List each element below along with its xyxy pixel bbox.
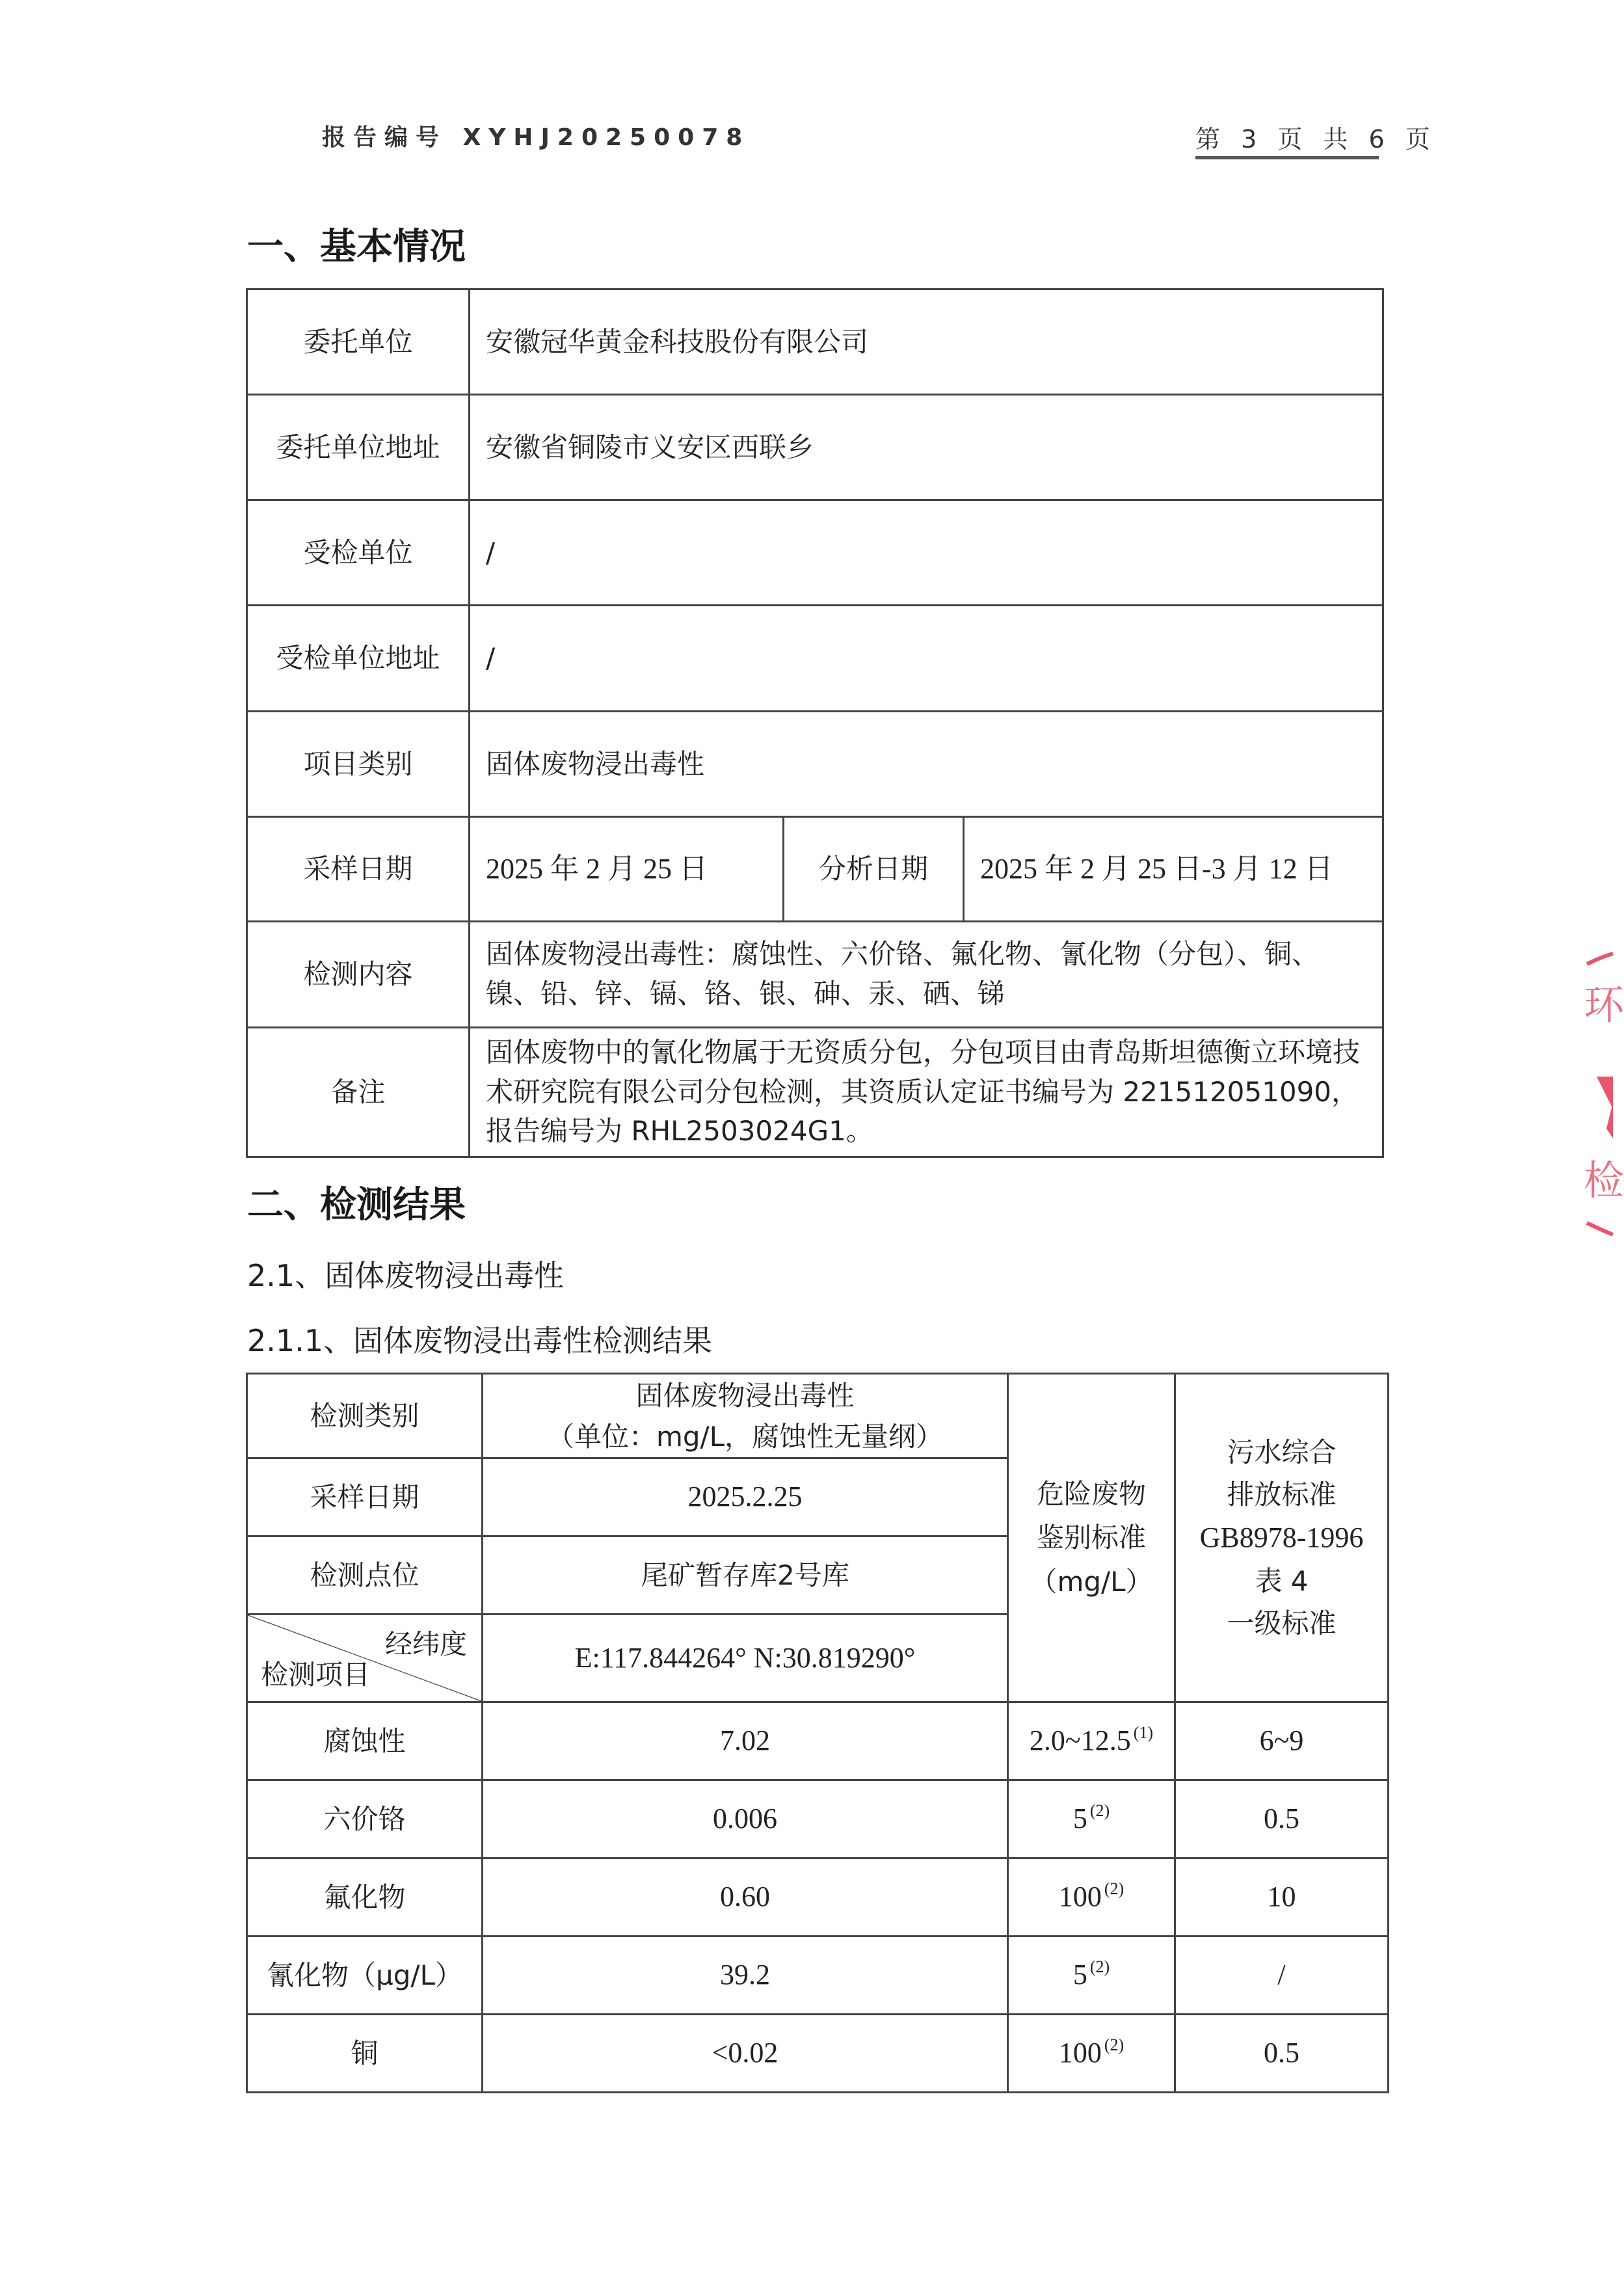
hazard-limit-value: 5: [1072, 1959, 1087, 1991]
sampling-date-label: 采样日期: [247, 817, 470, 922]
hazard-limit: [1008, 1702, 1175, 1780]
hazard-limit-value: 100: [1058, 2037, 1102, 2069]
table-row: [247, 922, 1383, 1028]
sewage-header-line: 一级标准: [1227, 1607, 1337, 1640]
sewage-limit: 0.5: [1175, 2015, 1389, 2093]
inspected-unit: /: [470, 500, 1383, 606]
inspected-address: /: [470, 606, 1383, 712]
table-row: [247, 1374, 1389, 1458]
item-name: 腐蚀性: [247, 1702, 483, 1780]
section2-title: 二、检测结果: [247, 1184, 466, 1226]
sewage-standard-header: [1175, 1374, 1389, 1702]
table-row: [247, 500, 1383, 606]
sewage-header-line: 排放标准: [1227, 1478, 1337, 1510]
category-label: 检测类别: [247, 1374, 483, 1458]
item-name: 氟化物: [247, 1858, 483, 1937]
item-name: 六价铬: [247, 1780, 483, 1858]
row-label: 委托单位: [247, 289, 470, 395]
hazard-standard-header: [1008, 1374, 1175, 1702]
analysis-date-label: 分析日期: [784, 817, 964, 922]
hazard-limit-value: 100: [1058, 1881, 1102, 1913]
page-indicator: 第 3 页 共 6 页: [1195, 125, 1437, 154]
site-label: 检测点位: [247, 1536, 483, 1615]
seal-char: 环: [1584, 981, 1624, 1028]
footnote-ref: (2): [1104, 1879, 1125, 1899]
client-address: 安徽省铜陵市义安区西联乡: [470, 395, 1383, 500]
row-label: 受检单位地址: [247, 606, 470, 712]
basic-info-table: [246, 288, 1384, 1158]
table-row: [247, 1780, 1389, 1858]
report-number-label: 报告编号: [322, 124, 447, 151]
subsection-2-1: 2.1、固体废物浸出毒性: [247, 1258, 565, 1293]
diagonal-header-cell: [247, 1615, 483, 1702]
item-value: 39.2: [483, 1937, 1008, 2015]
hazard-header-line: 危险废物: [1036, 1478, 1146, 1510]
content-value: 固体废物浸出毒性：腐蚀性、六价铬、氟化物、氰化物（分包）、铜、镍、铅、锌、镉、铬、银、砷、汞、硒、锑: [470, 922, 1383, 1028]
category-value-line2: （单位：mg/L，腐蚀性无量纲）: [546, 1420, 944, 1453]
coordinates-value: E:117.844264° N:30.819290°: [483, 1615, 1008, 1702]
table-row: [247, 395, 1383, 500]
sampling-date-value: 2025 年 2 月 25 日: [470, 817, 784, 922]
footnote-ref: (1): [1133, 1723, 1154, 1743]
footnote-ref: (2): [1104, 2035, 1125, 2055]
sewage-header-line: GB8978-1996: [1199, 1521, 1364, 1553]
hazard-limit: [1008, 1858, 1175, 1937]
row-label: 受检单位: [247, 500, 470, 606]
hazard-header-line: 鉴别标准: [1036, 1522, 1146, 1554]
table-row: [247, 1702, 1389, 1780]
item-value: <0.02: [483, 2015, 1008, 2093]
table-row: [247, 712, 1383, 817]
project-category: 固体废物浸出毒性: [470, 712, 1383, 817]
sewage-limit: 10: [1175, 1858, 1389, 1937]
item-value: 0.60: [483, 1858, 1008, 1937]
item-name: 铜: [247, 2015, 483, 2093]
sewage-limit: 6~9: [1175, 1702, 1389, 1780]
remark-label: 备注: [247, 1028, 470, 1157]
hazard-limit-value: 2.0~12.5: [1029, 1724, 1131, 1757]
diag-top-label: 经纬度: [384, 1628, 467, 1660]
sampling-date-label: 采样日期: [247, 1458, 483, 1536]
footnote-ref: (2): [1089, 1801, 1110, 1821]
table-row: [247, 606, 1383, 712]
hazard-limit: [1008, 1780, 1175, 1858]
sewage-limit: 0.5: [1175, 1780, 1389, 1858]
header-underline: [1195, 156, 1379, 159]
row-label: 项目类别: [247, 712, 470, 817]
table-row: [247, 289, 1383, 395]
seal-stamp: [1558, 930, 1624, 1255]
hazard-limit: [1008, 1937, 1175, 2015]
table-row: [247, 2015, 1389, 2093]
sewage-limit: /: [1175, 1937, 1389, 2015]
report-number-value: XYHJ20250078: [462, 124, 751, 151]
table-row: [247, 1937, 1389, 2015]
item-name: 氰化物（μg/L）: [247, 1937, 483, 2015]
results-table: [246, 1373, 1389, 2093]
remark-value: 固体废物中的氰化物属于无资质分包，分包项目由青岛斯坦德衡立环境技术研究院有限公司分包检测，其资质认定证书编号为 221512051090，报告编号为 RHL2503024G1。: [470, 1028, 1383, 1157]
category-value: [483, 1374, 1008, 1458]
client-name: 安徽冠华黄金科技股份有限公司: [470, 289, 1383, 395]
sewage-header-line: 污水综合: [1227, 1436, 1337, 1468]
table-row: [247, 817, 1383, 922]
category-value-line1: 固体废物浸出毒性: [635, 1379, 855, 1412]
site-value: 尾矿暂存库2号库: [483, 1536, 1008, 1615]
report-number: [322, 119, 750, 152]
table-row: [247, 1858, 1389, 1937]
hazard-limit: [1008, 2015, 1175, 2093]
analysis-date-value: 2025 年 2 月 25 日-3 月 12 日: [964, 817, 1383, 922]
row-label: 委托单位地址: [247, 395, 470, 500]
content-label: 检测内容: [247, 922, 470, 1028]
hazard-header-line: （mg/L）: [1030, 1565, 1153, 1598]
footnote-ref: (2): [1089, 1957, 1110, 1977]
diag-bottom-label: 检测项目: [261, 1658, 371, 1691]
sampling-date-value: 2025.2.25: [483, 1458, 1008, 1536]
item-value: 0.006: [483, 1780, 1008, 1858]
subsection-2-1-1: 2.1.1、固体废物浸出毒性检测结果: [247, 1323, 713, 1358]
table-row: [247, 1028, 1383, 1157]
hazard-limit-value: 5: [1072, 1803, 1087, 1835]
section1-title: 一、基本情况: [247, 226, 466, 268]
seal-char: 检: [1584, 1157, 1624, 1204]
item-value: 7.02: [483, 1702, 1008, 1780]
sewage-header-line: 表 4: [1255, 1565, 1309, 1598]
